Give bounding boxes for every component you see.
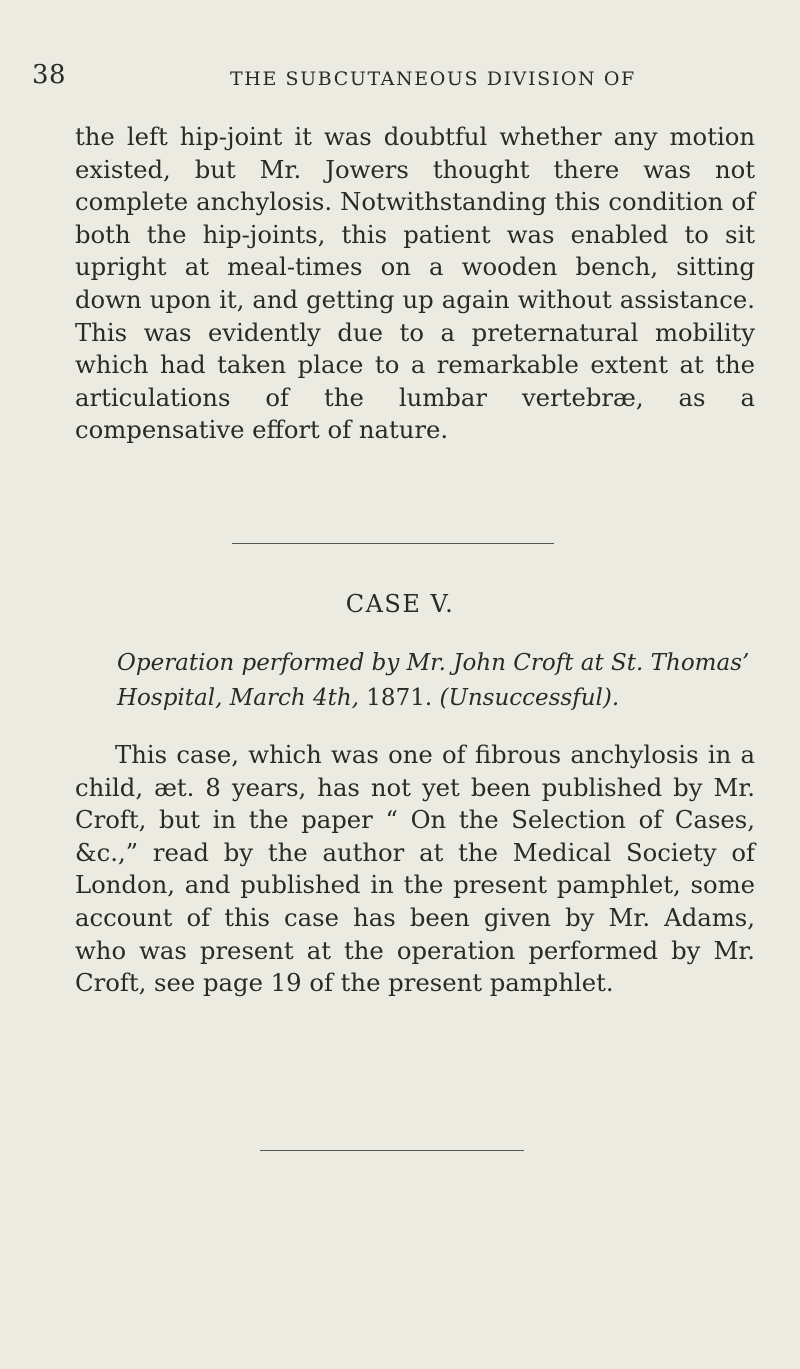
- case-heading: CASE V.: [345, 590, 455, 618]
- case-subtitle-operation: Operation performed by Mr. John Croft at St. Thomas’: [117, 650, 750, 676]
- case-subtitle-year: 1871.: [366, 685, 433, 711]
- running-head: THE SUBCUTANEOUS DIVISION OF: [230, 68, 636, 90]
- case-subtitle-outcome: (Unsuccessful).: [439, 685, 620, 711]
- case-description-paragraph: [75, 739, 755, 1000]
- page-number: 38: [32, 60, 67, 90]
- case-subtitle: [117, 646, 757, 716]
- case-subtitle-date: Hospital, March 4th,: [117, 685, 359, 711]
- end-divider: [260, 1150, 524, 1151]
- case-description-text: This case, which was one of fibrous anchylosis in a child, æt. 8 years, has not yet been published by Mr. Croft, but in the paper “ On the Selection of Cases, &c.,” read by the author at the Medical Society of London, and published in the present pamphlet, some account of this case has been given by Mr. Adams, who was present at the operation performed by Mr. Croft, see page 19 of the present pamphlet.: [75, 740, 755, 998]
- body-paragraph-continued: the left hip-joint it was doubtful whether any motion existed, but Mr. Jowers thought there was not complete anchylosis. Notwithstanding this condition of both the hip-joints, this patient was enabled to sit upright at meal-times on a wooden bench, sitting down upon it, and getting up again without assistance. This was evidently due to a preternatural mobility which had taken place to a remarkable extent at the articulations of the lumbar vertebræ, as a compensative effort of nature.: [75, 122, 755, 445]
- section-divider: [232, 543, 554, 544]
